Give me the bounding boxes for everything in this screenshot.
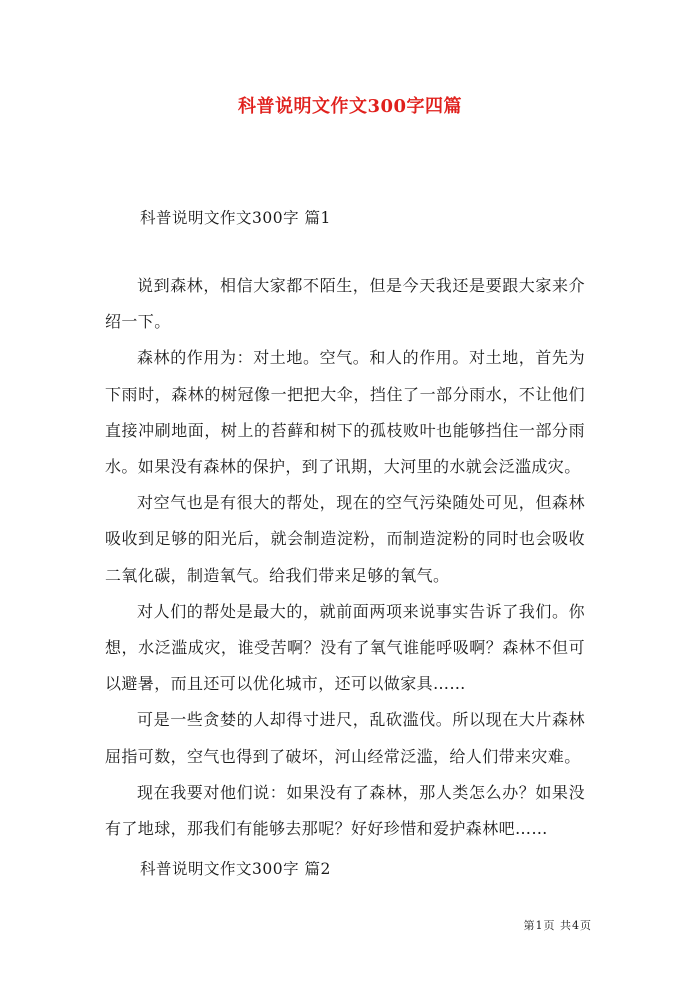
paragraph-2: 森林的作用为：对土地。空气。和人的作用。对土地，首先为下雨时，森林的树冠像一把把大伞，挡住了一部分雨水，不让他们直接冲刷地面，树上的苔藓和树下的孤枝败叶也能够挡住一部分雨水。如果没有森林的保护，到了讯期，大河里的水就会泛滥成灾。 <box>105 348 585 477</box>
paragraph-1: 说到森林，相信大家都不陌生，但是今天我还是要跟大家来介绍一下。 <box>105 276 585 332</box>
document-body <box>105 268 585 847</box>
paragraph-5: 可是一些贪婪的人却得寸进尺，乱砍滥伐。所以现在大片森林屈指可数，空气也得到了破坏，河山经常泛滥，给人们带来灾难。 <box>105 710 585 766</box>
page-number-footer: 第1页 共4页 <box>523 919 592 932</box>
section-heading-2: 科普说明文作文300字 篇2 <box>140 860 331 878</box>
paragraph-6: 现在我要对他们说：如果没有了森林，那人类怎么办？如果没有了地球，那我们有能够去那呢？好好珍惜和爱护森林吧…… <box>105 782 585 839</box>
paragraph-4: 对人们的帮处是最大的，就前面两项来说事实告诉了我们。你想，水泛滥成灾，谁受苦啊？没有了氧气谁能呼吸啊？森林不但可以避暑，而且还可以优化城市，还可以做家具…… <box>105 601 585 694</box>
document-title: 科普说明文作文300字四篇 <box>237 96 463 117</box>
section-heading-1: 科普说明文作文300字 篇1 <box>140 209 331 227</box>
paragraph-3: 对空气也是有很大的帮处，现在的空气污染随处可见，但森林吸收到足够的阳光后，就会制造淀粉，而制造淀粉的同时也会吸收二氧化碳，制造氧气。给我们带来足够的氧气。 <box>105 493 585 585</box>
